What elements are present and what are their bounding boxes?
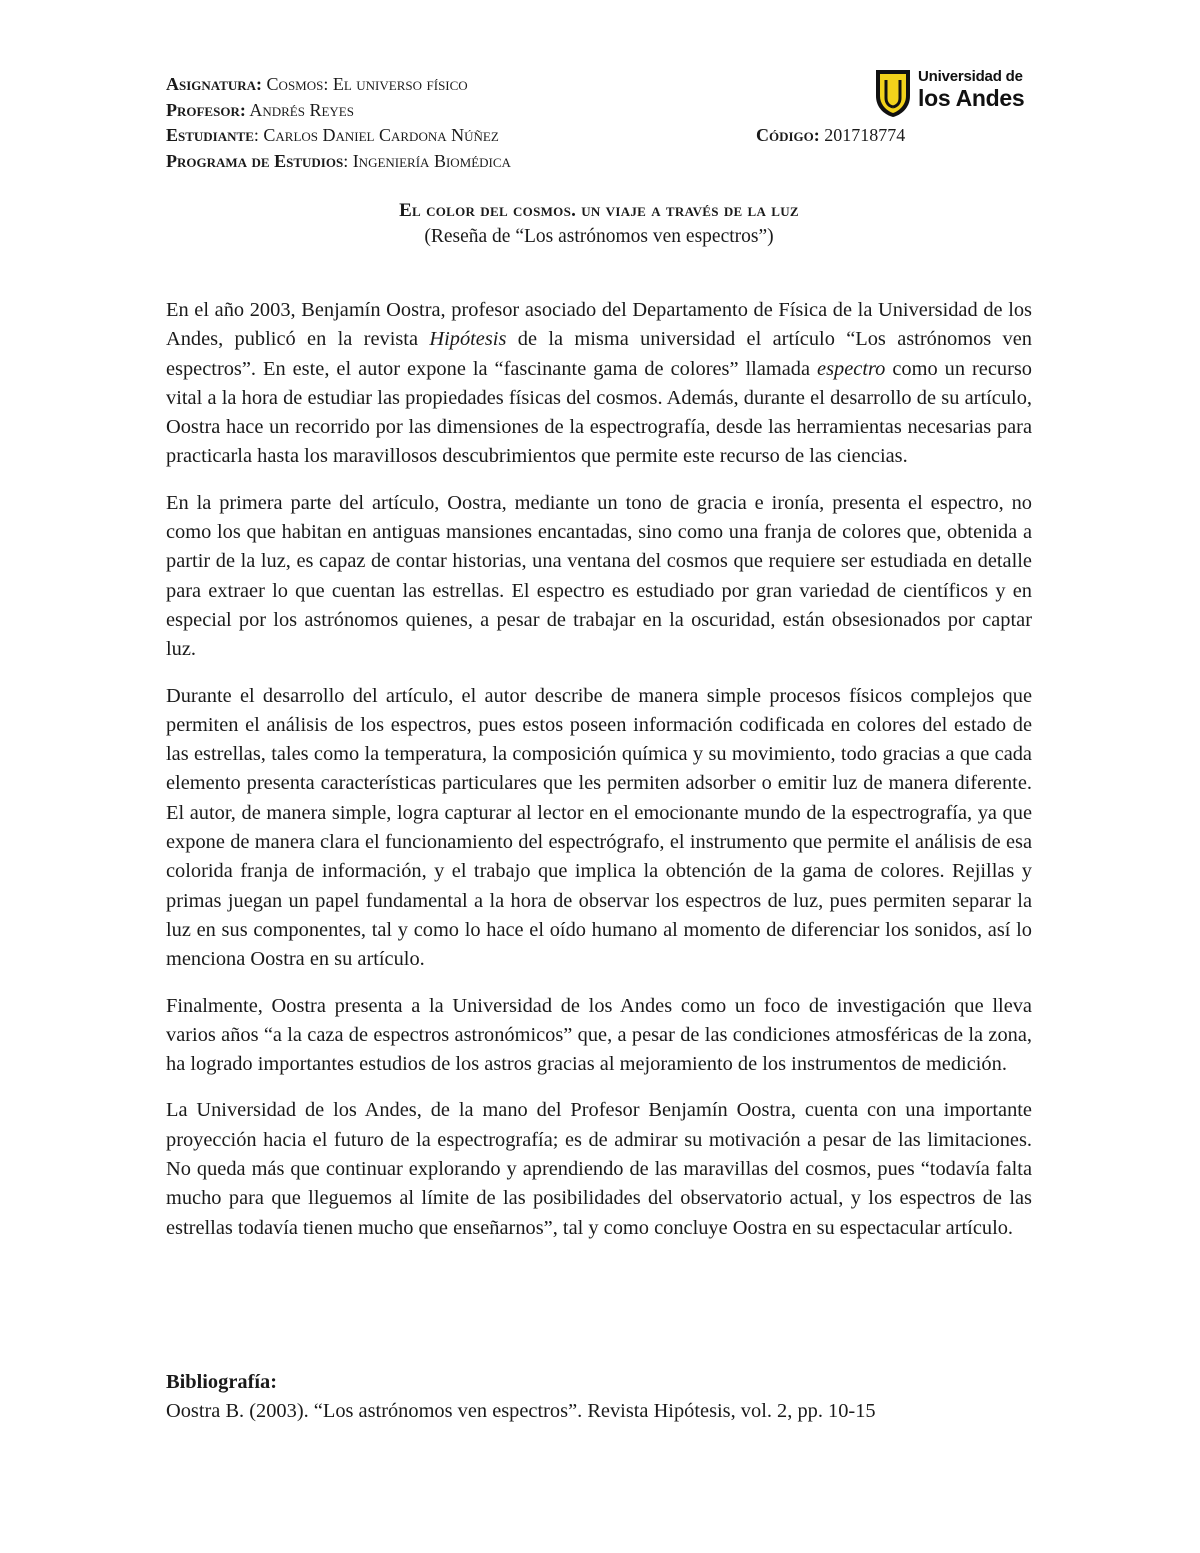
codigo-value: 201718774 — [819, 125, 906, 145]
logo-text — [918, 68, 1038, 111]
paragraph-3: Durante el desarrollo del artículo, el autor describe de manera simple procesos físicos complejos que permiten el análisis de los espectros, pues estos poseen información codificada en colores del estado de las estrellas, tales como la temperatura, la composición química y su movimiento, todo gracias a que cada elemento presenta características particulares que les permiten adsorber o emitir luz de manera diferente. El autor, de manera simple, logra capturar al lector en el emocionante mundo de la espectrografía, ya que expone de manera clara el funcionamiento del espectrógrafo, el instrumento que permite el análisis de esa colorida franja de información, y el trabajo que implica la obtención de la gama de colores. Rejillas y primas juegan un papel fundamental a la hora de observar los espectros de luz, pues permiten separar la luz en sus componentes, tal y como lo hace el oído humano al momento de diferenciar los sonidos, así lo menciona Oostra en su artículo. — [166, 684, 1032, 971]
asignatura-value: Cosmos: El universo físico — [262, 74, 468, 94]
asignatura-label: Asignatura: — [166, 74, 263, 94]
header-codigo — [756, 123, 905, 149]
paragraph-4: Finalmente, Oostra presenta a la Universidad de los Andes como un foco de investigación que lleva varios años “a la caza de espectros astronómicos” que, a pesar de las condiciones atmosféricas de la zona, ha logrado importantes estudios de los astros gracias al mejoramiento de los instrumentos de medición. — [166, 994, 1032, 1076]
bibliography-title: Bibliografía: — [166, 1371, 278, 1393]
document-title-block — [166, 199, 1032, 251]
university-logo — [874, 68, 1034, 120]
bibliography-entry: Oostra B. (2003). “Los astrónomos ven espectros”. Revista Hipótesis, vol. 2, pp. 10-15 — [166, 1400, 876, 1422]
paragraph-1-text-a: En el año 2003, Benjamín Oostra, profesor asociado del Departamento de Física de la Universidad de los Andes, publicó en la revista — [166, 299, 1032, 351]
paragraph-1-text-e: como un recurso vital a la hora de estudiar las propiedades físicas del cosmos. Además, durante el desarrollo de su artículo, Oostra hace un recorrido por las dimensiones de la espectrografía, desde las herramientas necesarias para practicarla hasta los maravillosos descubrimientos que permite este recurso de las ciencias. — [166, 357, 1033, 468]
document-title: El color del cosmos. un viaje a través de la luz — [399, 200, 799, 221]
paragraph-2: En la primera parte del artículo, Oostra, mediante un tono de gracia e ironía, presenta el espectro, no como los que habitan en antiguas mansiones encantadas, sino como una franja de colores que, obtenida a partir de la luz, es capaz de contar historias, una ventana del cosmos que requiere ser estudiada en detalle para extraer lo que cuentan las estrellas. El espectro es estudiado por gran variedad de científicos y en especial por los astrónomos quienes, a pesar de trabajar en la oscuridad, están obsesionados por captar luz. — [166, 491, 1032, 661]
header-estudiante — [166, 123, 1036, 149]
paragraph-1 — [166, 296, 1032, 472]
bibliography — [166, 1368, 1032, 1426]
estudiante-label: Estudiante — [166, 125, 254, 145]
header-programa — [166, 149, 1036, 175]
logo-line-1: Universidad de — [918, 68, 1023, 85]
estudiante-value: : Carlos Daniel Cardona Núñez — [253, 125, 499, 145]
programa-value: : Ingeniería Biomédica — [343, 150, 511, 171]
logo-line-2: los Andes — [918, 85, 1025, 111]
profesor-label: Profesor: — [166, 99, 246, 120]
university-shield-icon — [874, 68, 912, 118]
paragraph-1-text-c: de la misma universidad el artículo “Los astrónomos ven espectros”. En este, el autor expone la “fascinante gama de colores” llamada — [166, 328, 1032, 380]
paragraph-1-italic-espectro: espectro — [817, 357, 886, 380]
paragraph-1-italic-hipotesis: Hipótesis — [429, 328, 507, 351]
document-subtitle: (Reseña de “Los astrónomos ven espectros”) — [424, 226, 774, 247]
paragraph-5: La Universidad de los Andes, de la mano del Profesor Benjamín Oostra, cuenta con una importante proyección hacia el futuro de la espectrografía; es de admirar su motivación a pesar de las limitaciones. No queda más que continuar explorando y aprendiendo de las maravillas del cosmos, pues “todavía falta mucho para que lleguemos al límite de las posibilidades del observatorio actual, y los espectros de las estrellas todavía tienen mucho que enseñarnos”, tal y como concluye Oostra en su espectacular artículo. — [166, 1099, 1032, 1239]
document-body — [166, 296, 1032, 1260]
codigo-label: Código: — [756, 125, 820, 145]
programa-label: Programa de Estudios — [166, 150, 344, 171]
profesor-value: Andrés Reyes — [245, 99, 354, 120]
